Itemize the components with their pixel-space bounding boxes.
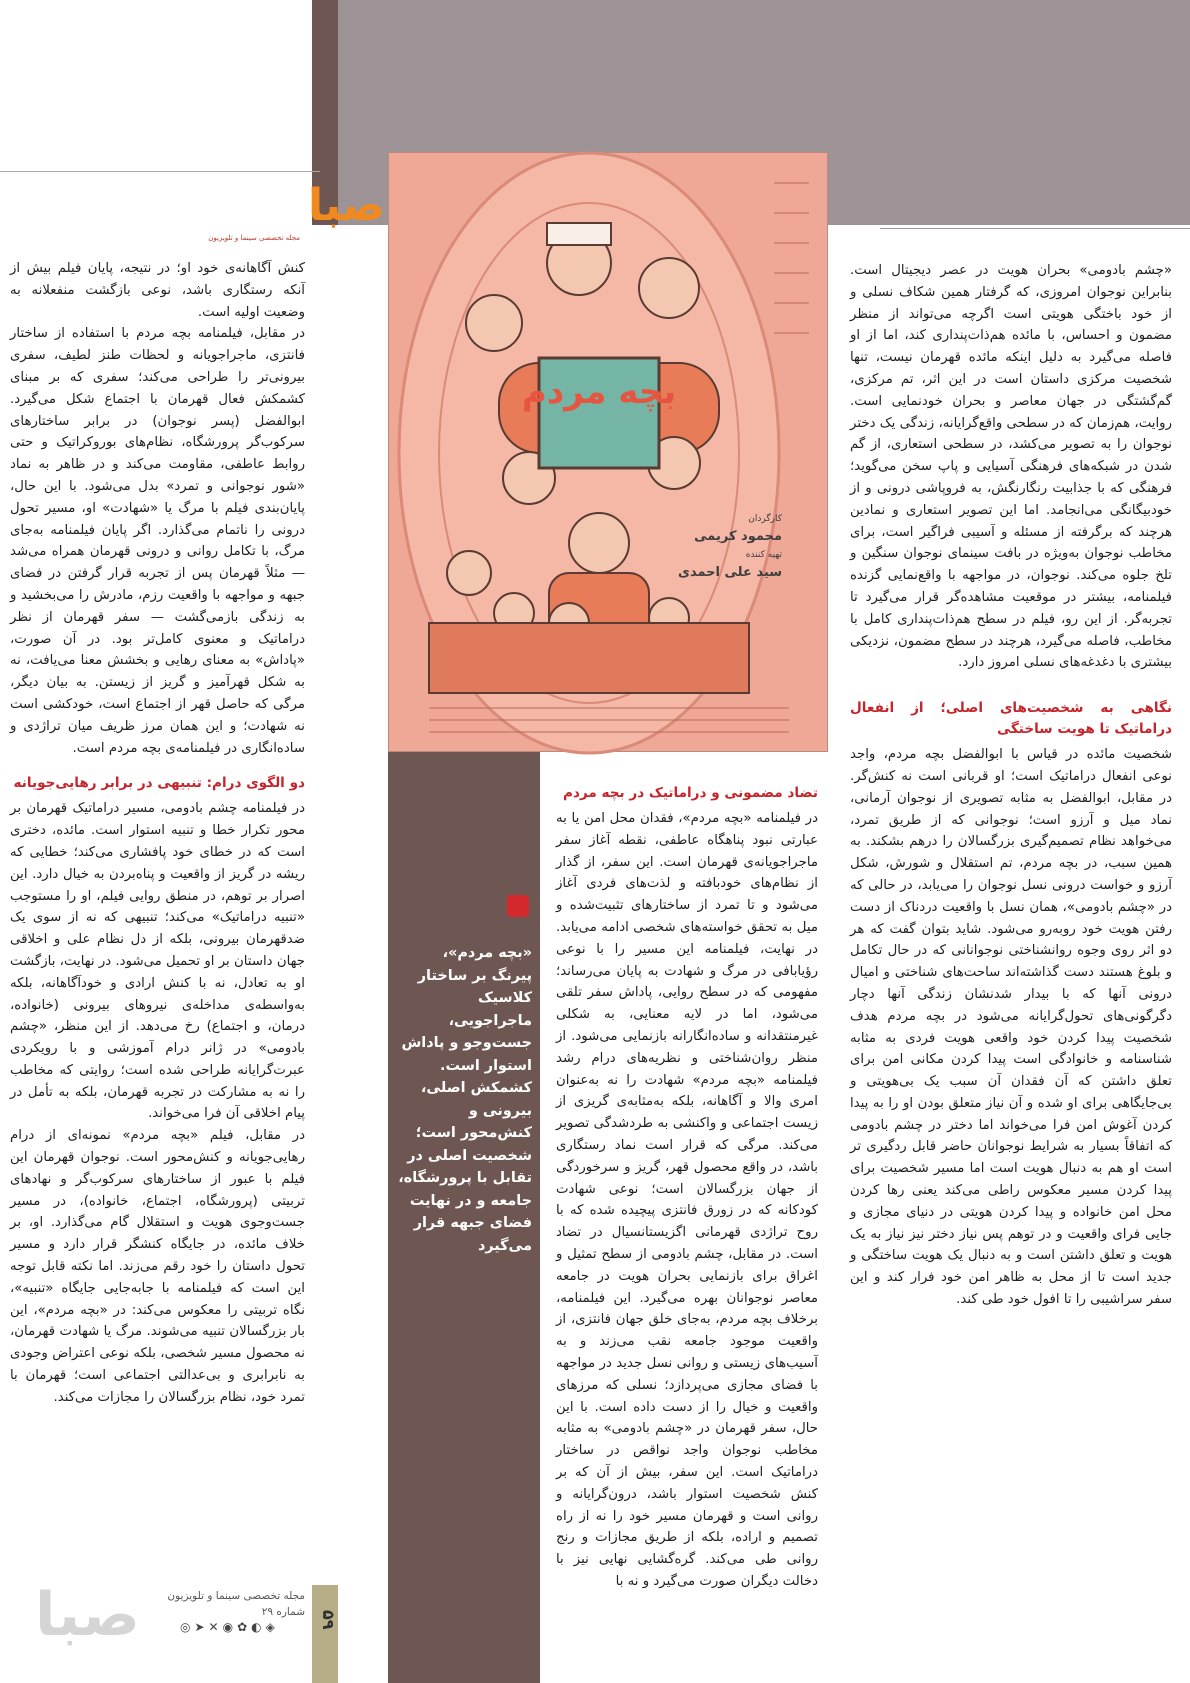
director-name: محمود کریمی: [694, 529, 782, 544]
article-column-middle: [556, 783, 818, 1593]
x-icon[interactable]: ✕: [208, 1620, 223, 1634]
article-column-right: [850, 260, 1172, 1311]
poster-illustration: [389, 153, 827, 751]
social-icons: [180, 1620, 305, 1634]
poster-credits: [632, 510, 782, 582]
producer-label: تهیه کننده: [745, 550, 782, 560]
producer-name: سید علی احمدی: [678, 565, 782, 580]
logo-subtitle: مجله تخصصی سینما و تلویزیون: [208, 234, 300, 242]
aparat-icon[interactable]: ✿: [237, 1620, 252, 1634]
svg-text:صبا: صبا: [35, 1580, 140, 1650]
article-column-left: [10, 258, 305, 1409]
poster-title: بچه مردم: [521, 372, 677, 412]
divider-line: [880, 228, 1190, 229]
footer-meta: [140, 1588, 305, 1620]
paragraph: در مقابل، فیلمنامه بچه مردم با استفاده از ساختار فانتزی، ماجراجویانه و لحظات طنز لطیف، سفری بیرونی‌تر را طراحی می‌کند؛ سفری که بر مبنای کشمکش فعال قهرمان با اجتماع شکل می‌گیرد. ابوالفضل (پسر نوجوان) در برابر ساختارهای سرکوب‌گر پرورشگاه، نظام‌های بوروکراتیک و حتی روابط عاطفی، مقاومت می‌کند و در ظاهر به نماد «شور نوجوانی و تمرد» بدل می‌شود. با این حال، پایان‌بندی فیلم با مرگ یا «شهادت» او، مسیر تحول درونی را ناتمام می‌گذارد. اگر پایان فیلمنامه به‌جای مرگ، با تکامل روانی و درونی قهرمان همراه می‌شد — مثلاً قهرمان پس از تجربه قرار گرفتن در فضای جبهه و مواجهه با واقعیت رزم، مادرش را می‌بخشید و به زندگی بازمی‌گشت — سفر قهرمان از نظر دراماتیک و معنوی کامل‌تر بود. در آن صورت، «پاداش» به معنای رهایی و بخشش معنا می‌یافت، نه به شکل قهرآمیز و گریز از زیستن. به بیان دیگر، مرگی که حاصل قهر از اجتماع است، خودکشی است نه شهادت؛ و این همان مرز ظریف میان تراژدی و ساده‌انگاری در فیلمنامه‌ی بچه مردم است.: [10, 326, 305, 756]
footer-magazine-name: مجله تخصصی سینما و تلویزیون: [167, 1590, 305, 1602]
paragraph: کنش آگاهانه‌ی خود او؛ در نتیجه، پایان فیلم بیش از آنکه رستگاری باشد، نوعی بازگشت منفعلانه به وضعیت اولیه است.: [10, 261, 305, 320]
director-label: کارگردان: [748, 514, 782, 524]
page-number: ۵۹: [319, 1610, 338, 1630]
logo-text: صبا: [308, 180, 385, 231]
footer-issue-number: شماره ۲۹: [261, 1606, 305, 1618]
saba-logo: [190, 178, 385, 248]
bale-icon[interactable]: ◐: [251, 1620, 266, 1634]
instagram-icon[interactable]: ◎: [180, 1620, 195, 1634]
paragraph: در مقابل، فیلم «بچه مردم» نمونه‌ای از درام رهایی‌جویانه و کنش‌محور است. نوجوان قهرمان این فیلم با عبور از ساختارهای سرکوب‌گر و نهادهای تربیتی (پرورشگاه، اجتماع، خانواده)، در مسیر جست‌وجوی هویت و استقلال گام می‌گذارد. او، بر خلاف مائده، در جایگاه کنشگر قرار دارد و مسیر تحول داستان را خود رقم می‌زند. اما نکته قابل توجه این است که فیلمنامه با جابه‌جایی جایگاه «تنبیه»، نگاه تربیتی را معکوس می‌کند: در «بچه مردم»، این بار بزرگسالان تنبیه می‌شوند. مرگ یا شهادت قهرمان، نه محصول مسیر شخصی، بلکه نوعی اعتراض وجودی به نابرابری و بی‌عدالتی اجتماعی است؛ قهرمان با تمرد خود، نظام بزرگسالان را مجازات می‌کند.: [10, 1128, 305, 1405]
paragraph: در فیلمنامه «بچه مردم»، فقدان محل امن یا به عبارتی نبود پناهگاه عاطفی، نقطه آغاز سفر ماجراجویانه‌ی قهرمان است. این سفر، از گذار از نظام‌های خودبافته و لذت‌های فردی آغاز می‌شود و تا تمرد از ساختارهای تثبیت‌شده و میل به تحقق خواسته‌های شخصی ادامه می‌یابد. در نهایت، فیلمنامه این مسیر را با نوعی رؤیابافی در مرگ و شهادت به پایان می‌رساند؛ مفهومی که در سطح روایی، پاداش سفر تلقی می‌شود، اما در لایه معنایی، به شکلی غیرمنتقدانه و ساده‌انگارانه بازنمایی می‌شود. از منظر روان‌شناختی و نظریه‌های درام رشد فیلمنامه «بچه مردم» شهادت را نه به‌عنوان امری والا و آگاهانه، بلکه به‌مثابه‌ی گریزی از زیست اجتماعی و واکنشی به طردشدگی تصویر می‌کند. مرگی که قرار است نماد رستگاری باشد، در واقع محصول قهر، گریز و سرخوردگی از جهان بزرگسالان است؛ نوعی شهادت کودکانه که در زورق فانتزی پیچیده شده که با روح تراژدی قهرمانی اگزیستانسیال در تضاد است. در مقابل، چشم بادومی از سطح تمثیل و اغراق برای بازنمایی بحران هویت در جامعه معاصر نوجوانان بهره می‌گیرد. این فیلمنامه، برخلاف بچه مردم، به‌جای خلق جهان فانتزی، از واقعیت موجود جامعه نقب می‌زند و به آسیب‌های زیستی و روانی نسل جدید در مواجهه با فضای مجازی می‌پردازد؛ نسلی که مرزهای واقعیت و خیال را از دست داده است. با این حال، سفر قهرمان در «چشم بادومی» به مثابه مخاطب نوجوان واجد نواقص در ساختار دراماتیک است. این سفر، بیش از آن که بر کنش شخصیت استوار باشد، درون‌گرایانه و روانی است و قهرمان مسیر خود را نه از راه تصمیم و اراده، بلکه از طریق مجازات و رنج روانی طی می‌کند. گره‌گشایی نهایی نیز با دخالت دیگران صورت می‌گیرد و نه با: [556, 811, 818, 1589]
paragraph: در فیلمنامه چشم بادومی، مسیر دراماتیک قهرمان بر محور تکرار خطا و تنبیه استوار است. مائده، دختری است که در خطای خود پافشاری می‌کند؛ خطایی که ریشه در گریز از واقعیت و پناه‌بردن به خیال دارد. این اصرار بر توهم، در منطق روایی فیلم، او را مستوجب «تنبیه دراماتیک» می‌کند؛ تنبیهی که نه از سوی یک ضدقهرمان بیرونی، بلکه از دل نظام علی و اخلاقی جهان داستان بر او تحمیل می‌شود. در نهایت، بازگشت او به تعادل، نه با کنش ارادی و خودآگاهانه، بلکه به‌واسطه‌ی مداخله‌ی نیروهای بیرونی (خانواده، درمان، و اجتماع) رخ می‌دهد. از این منظر، «چشم بادومی» در ژانر درام آموزشی و با رویکردی عبرت‌گرایانه طراحی شده است؛ روایتی که مخاطب را نه به مشارکت در تجربه قهرمان، بلکه به تأمل در پیام اخلاقی آن فرا می‌خواند.: [10, 801, 305, 1122]
pull-quote: «بچه مردم»، پیرنگ بر ساختار کلاسیک ماجراجویی، جست‌وجو و پاداش استوار است. کشمکش اصلی، بیرونی و کنش‌محور است؛ شخصیت اصلی در تقابل با پرورشگاه، جامعه و در نهایت فضای جبهه قرار می‌گیرد: [398, 945, 532, 1254]
eitaa-icon[interactable]: ◉: [222, 1620, 238, 1634]
film-poster: [388, 152, 828, 752]
divider-line: [0, 171, 320, 172]
section-heading: دو الگوی درام: تنبیهی در برابر رهایی‌جویانه: [13, 775, 305, 792]
section-heading: تضاد مضمونی و دراماتیک در بچه مردم: [562, 785, 818, 801]
paragraph: شخصیت مائده در قیاس با ابوالفضل بچه مردم، واجد نوعی انفعال دراماتیک است؛ او قربانی است نه کنش‌گر. در مقابل، ابوالفضل به مثابه تصویری از نوجوان آرمانی، نماد میل و آرزو است؛ نوجوانی که از طریق تمرد، می‌خواهد نظام تصمیم‌گیری بزرگسالان را درهم بشکند. به همین سبب، در بچه مردم، تم استقلال و شورش، شکل آرزو و خواست درونی نسل نوجوان را می‌یابد، در حالی که در «چشم بادومی»، همان نسل با واقعیت دردناک از دست رفتن هویت خود روبه‌رو می‌شود. شاید بتوان گفت که هر دو اثر روی وجوه روانشناختی نوجوانانی که در حال تکامل و بلوغ هستند دست گذاشته‌اند ساحت‌های شناختی و امیال درونی آنها که با بیدار شدنشان زندگی آنها دچار دگرگونی‌های تحول‌گرایانه می‌شود در بچه مردم هدف شخصیت پیدا کردن خود واقعی هویت فردی به مثابه شناسنامه و خانوادگی است پیدا کردن مکانی امن برای تعلق داشتن که آن فقدان آن سبب یک بی‌هویتی و بی‌جایگاهی برای او شده و آن نیاز متعلق بودن او را به پیدا کردن آغوش امن فرا می‌خواند اما دختر در چشم بادومی که اتفاقاً بسیار به شرایط نوجوانان حاضر قابل ردگیری تر است او هم به دنبال هویت است اما مسیر شخصیت برای پیدا کردن مسیر معکوس راطی می‌کند یعنی رها کردن محل امن خانواده و پیدا کردن هویتی در دنیای مجازی و جایی فرای واقعیت و در توهم پس نیاز دختر نیز نیاز به یک هویت و تعلق داشتن است و به دنبال یک هویت ساختگی و جدید است تا از محل به ظاهر امن خود فرار کند و این سفر سراشیبی را تا افول خود طی کند.: [850, 747, 1172, 1308]
section-heading: نگاهی به شخصیت‌های اصلی؛ از انفعال دراماتیک تا هویت ساختگی: [850, 700, 1172, 738]
saba-watermark-logo: [10, 1560, 150, 1670]
paragraph: «چشم بادومی» بحران هویت در عصر دیجیتال است. بنابراین نوجوان امروزی، که گرفتار همین شکاف نسلی و از خود باختگی هویتی است اگرچه می‌تواند از منظر مضمون و احساس، با مائده هم‌ذات‌پنداری کند، اما از او فاصله می‌گیرد به دلیل اینکه مائده قهرمان نیست، تنها شخصیت مرکزی داستان است در این اثر، تم مرکزی، گم‌گشتگی در جهان معاصر و بحران خودنمایی است. روایت، هم‌زمان که در سطحی واقع‌گرایانه، زندگی یک دختر نوجوان را به تصویر می‌کشد، در سطحی استعاری، از گم شدن در شبکه‌های فرهنگی آسیایی و پاپ سخن می‌گوید؛ فرهنگی که با جذابیت رنگارنگش، به فروپاشی درونی و از خودبیگانگی می‌انجامد. اما این تصویر استعاری و نمادین هرچند که برگرفته از مسئله و آسیبی فراگیر است، برای مخاطب نوجوان به‌ویژه در بافت سینمای نوجوان سنگین و تلخ جلوه می‌کند. نوجوان، در مواجهه با واقع‌نمایی گزنده فیلمنامه، بیشتر در موقعیت مشاهده‌گر قرار می‌گیرد تا تجربه‌گر. از این رو، فیلم در سطح هم‌ذات‌پنداری کامل با مخاطب، فاصله می‌گیرد، هرچند در سطح مضمون، نزدیکی بیشتری با دغدغه‌های نسلی امروز دارد.: [850, 263, 1172, 671]
telegram-icon[interactable]: ➤: [194, 1620, 209, 1634]
quote-mark-icon: [507, 895, 529, 917]
rubika-icon[interactable]: ◈: [265, 1620, 279, 1634]
